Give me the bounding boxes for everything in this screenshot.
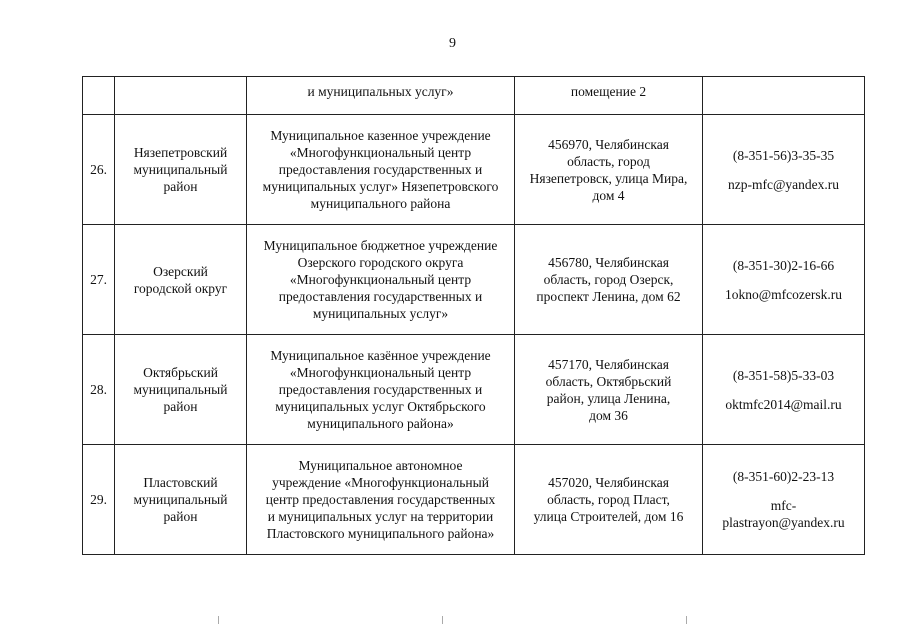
address-line: 456970, Челябинская <box>548 136 669 152</box>
phone-number: (8-351-30)2-16-66 <box>732 257 835 273</box>
cell-district <box>115 77 247 115</box>
email-link[interactable]: plastrayon@yandex.ru <box>722 515 845 530</box>
org-line: муниципальных услуг» Нязепетровского <box>262 179 499 194</box>
cell-num: 29. <box>83 445 115 555</box>
cell-contact <box>703 225 865 335</box>
cell-district <box>115 445 247 555</box>
org-line: предоставления государственных и <box>278 289 483 304</box>
org-line: центр предоставления государственных <box>265 492 496 507</box>
cell-address <box>515 335 703 445</box>
org-line: «Многофункциональный центр <box>289 145 472 160</box>
district-line: район <box>163 179 198 194</box>
address-line: область, Октябрьский <box>545 373 672 389</box>
address-line: 457170, Челябинская <box>548 356 669 372</box>
cell-num <box>83 77 115 115</box>
email-link[interactable]: mfc- <box>770 498 797 513</box>
org-line: муниципального района <box>310 196 451 211</box>
org-line: муниципальных услуг» <box>312 306 449 321</box>
cell-org <box>247 445 515 555</box>
mfc-table <box>82 76 865 555</box>
cell-contact <box>703 77 865 115</box>
address-line: район, улица Ленина, <box>546 390 671 406</box>
phone-number: (8-351-56)3-35-35 <box>732 147 835 163</box>
table-row <box>83 225 865 335</box>
district-line: муниципальный <box>133 162 228 177</box>
address-line: область, город <box>567 153 650 169</box>
address-line: 457020, Челябинская <box>548 475 669 490</box>
page-number: 9 <box>449 36 456 51</box>
org-line: предоставления государственных и <box>278 382 483 397</box>
cell-org <box>247 335 515 445</box>
phone-number: (8-351-60)2-23-13 <box>732 469 835 484</box>
district-line: район <box>163 509 198 524</box>
district-line: муниципальный <box>133 382 228 397</box>
address-line: дом 36 <box>589 407 628 423</box>
org-line: Озерского городского округа <box>297 255 464 270</box>
cell-org <box>247 225 515 335</box>
email-link[interactable]: 1okno@mfcozersk.ru <box>724 286 843 302</box>
cell-org: и муниципальных услуг» <box>247 77 515 115</box>
cell-address <box>515 115 703 225</box>
email-link[interactable]: nzp-mfc@yandex.ru <box>727 176 839 192</box>
org-line: Пластовского муниципального района» <box>266 526 495 541</box>
table-row <box>83 445 865 555</box>
address-line: Нязепетровск, улица Мира, <box>529 170 688 186</box>
table-row-continuation <box>83 77 865 115</box>
cell-district <box>115 225 247 335</box>
org-line: Муниципальное казённое учреждение <box>270 348 491 363</box>
address-line: улица Строителей, дом 16 <box>533 509 684 524</box>
org-line: «Многофункциональный центр <box>289 365 472 380</box>
address-line: 456780, Челябинская <box>548 255 669 270</box>
cell-num: 27. <box>83 225 115 335</box>
org-line: «Многофункциональный центр <box>289 272 472 287</box>
table-row <box>83 335 865 445</box>
cell-contact <box>703 335 865 445</box>
address-line: дом 4 <box>592 187 625 203</box>
district-line: городской округ <box>133 280 228 296</box>
org-line: муниципального района» <box>307 416 454 431</box>
org-line: учреждение «Многофункциональный <box>272 475 489 490</box>
phone-number: (8-351-58)5-33-03 <box>732 367 835 383</box>
cell-num: 26. <box>83 115 115 225</box>
email-link[interactable]: oktmfc2014@mail.ru <box>725 396 842 412</box>
scan-mark <box>218 616 219 624</box>
org-line: и муниципальных услуг на территории <box>267 509 494 524</box>
address-line: проспект Ленина, дом 62 <box>536 289 681 304</box>
district-line: район <box>163 399 198 414</box>
district-line: Озерский <box>153 263 208 279</box>
table-row <box>83 115 865 225</box>
cell-address <box>515 445 703 555</box>
org-line: предоставления государственных и <box>278 162 483 177</box>
org-line: Муниципальное бюджетное учреждение <box>263 238 498 253</box>
district-line: Нязепетровский <box>133 145 228 160</box>
address-line: область, город Озерск, <box>543 272 674 287</box>
district-line: муниципальный <box>133 492 228 507</box>
district-line: Пластовский <box>143 475 218 490</box>
cell-num: 28. <box>83 335 115 445</box>
address-line: область, город Пласт, <box>547 492 670 507</box>
scan-mark <box>442 616 443 624</box>
cell-contact <box>703 115 865 225</box>
cell-district <box>115 115 247 225</box>
org-line: муниципальных услуг Октябрьского <box>275 399 486 414</box>
org-line: Муниципальное автономное <box>298 458 463 473</box>
district-line: Октябрьский <box>143 365 218 380</box>
scan-mark <box>686 616 687 624</box>
cell-contact <box>703 445 865 555</box>
cell-address <box>515 225 703 335</box>
cell-district <box>115 335 247 445</box>
cell-address: помещение 2 <box>515 77 703 115</box>
org-line: Муниципальное казенное учреждение <box>270 128 491 143</box>
cell-org <box>247 115 515 225</box>
